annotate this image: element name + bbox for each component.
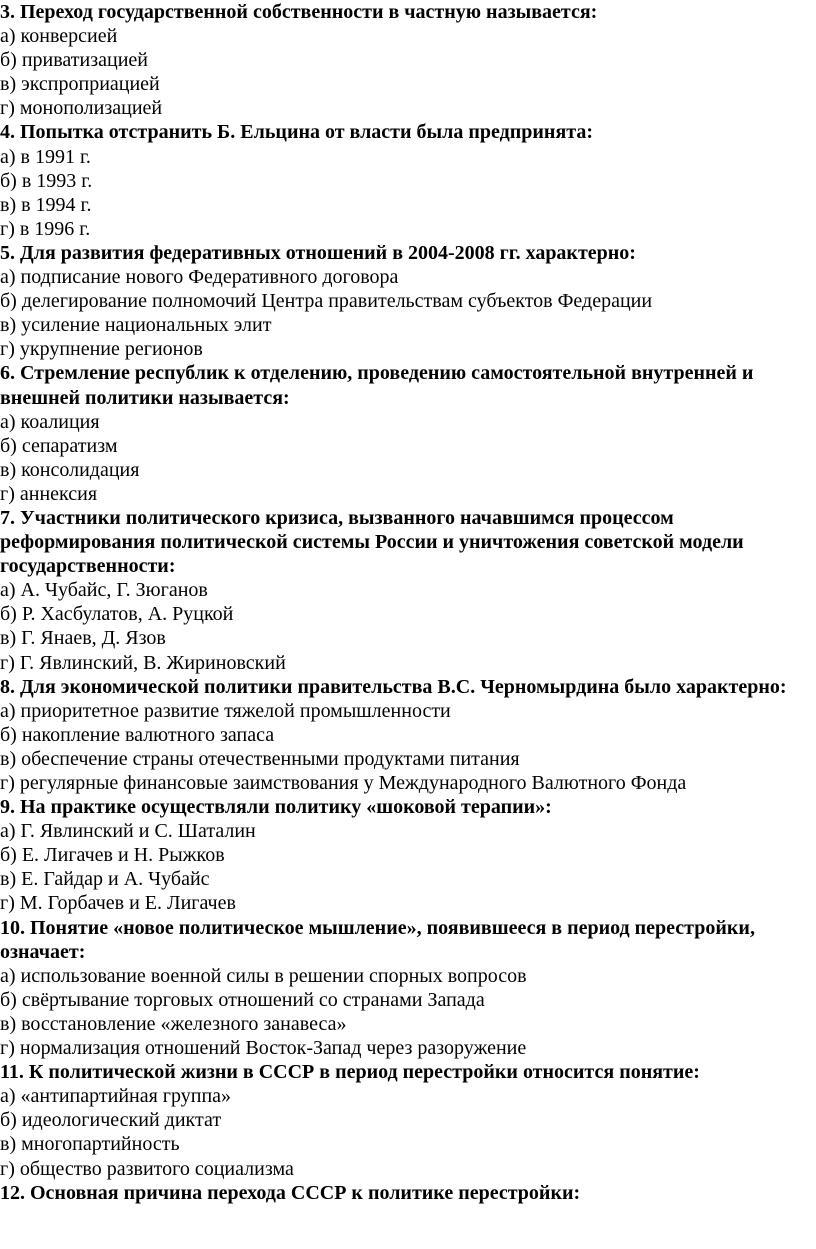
answer-option: г) в 1996 г.	[0, 217, 91, 240]
answer-option: б) сепаратизм	[0, 434, 118, 457]
question-text: 7. Участники политического кризиса, вызванного начавшимся процессом реформирования политической системы России и уничтожения советской модели государственности:	[0, 506, 744, 578]
answer-option: а) в 1991 г.	[0, 145, 91, 168]
answer-option: в) многопартийность	[0, 1133, 180, 1156]
question-8	[0, 675, 812, 795]
question-text: 5. Для развития федеративных отношений в 2004-2008 гг. характерно:	[0, 241, 636, 264]
answer-option: б) приватизацией	[0, 49, 148, 72]
answer-option: г) Г. Явлинский, В. Жириновский	[0, 651, 286, 674]
answer-option: г) нормализация отношений Восток-Запад через разоружение	[0, 1037, 527, 1060]
answer-option: б) накопление валютного запаса	[0, 723, 275, 746]
answer-option: в) восстановление «железного занавеса»	[0, 1012, 347, 1035]
question-6	[0, 361, 812, 506]
answer-option: г) монополизацией	[0, 97, 163, 120]
answer-option: а) подписание нового Федеративного договора	[0, 266, 399, 289]
question-12	[0, 1181, 812, 1205]
question-text: 4. Попытка отстранить Б. Ельцина от власти была предпринята:	[0, 121, 593, 144]
answer-option: б) идеологический диктат	[0, 1109, 222, 1132]
answer-option: а) использование военной силы в решении спорных вопросов	[0, 964, 527, 987]
answer-option: а) приоритетное развитие тяжелой промышленности	[0, 699, 451, 722]
answer-option: в) консолидация	[0, 458, 140, 481]
answer-option: б) в 1993 г.	[0, 169, 93, 192]
answer-option: в) Г. Янаев, Д. Язов	[0, 627, 166, 650]
answer-option: а) А. Чубайс, Г. Зюганов	[0, 579, 208, 602]
answer-option: б) Е. Лигачев и Н. Рыжков	[0, 844, 225, 867]
question-text: 6. Стремление республик к отделению, проведению самостоятельной внутренней и внешней политики называется:	[0, 362, 754, 409]
question-text: 11. К политической жизни в СССР в период перестройки относится понятие:	[0, 1061, 700, 1084]
answer-option: в) усиление национальных элит	[0, 314, 272, 337]
question-text: 8. Для экономической политики правительства В.С. Черномырдина было характерно:	[0, 675, 787, 698]
answer-option: в) Е. Гайдар и А. Чубайс	[0, 868, 210, 891]
answer-option: г) М. Горбачев и Е. Лигачев	[0, 892, 236, 915]
question-5	[0, 241, 812, 361]
question-text: 10. Понятие «новое политическое мышление», появившееся в период перестройки, означает:	[0, 916, 755, 963]
answer-option: б) Р. Хасбулатов, А. Руцкой	[0, 603, 234, 626]
answer-option: а) Г. Явлинский и С. Шаталин	[0, 820, 256, 843]
answer-option: г) аннексия	[0, 482, 98, 505]
answer-option: в) в 1994 г.	[0, 193, 92, 216]
answer-option: а) «антипартийная группа»	[0, 1085, 232, 1108]
answer-option: г) регулярные финансовые заимствования у Международного Валютного Фонда	[0, 772, 687, 794]
question-text: 12. Основная причина перехода СССР к политике перестройки:	[0, 1181, 581, 1204]
question-7	[0, 506, 812, 675]
answer-option: в) экспроприацией	[0, 73, 160, 96]
answer-option: в) обеспечение страны отечественными продуктами питания	[0, 747, 520, 770]
question-4	[0, 120, 812, 240]
answer-option: г) общество развитого социализма	[0, 1157, 294, 1180]
question-text: 3. Переход государственной собственности в частную называется:	[0, 1, 598, 23]
answer-option: б) свёртывание торговых отношений со странами Запада	[0, 988, 485, 1011]
question-3	[0, 0, 812, 120]
answer-option: а) коалиция	[0, 410, 100, 433]
answer-option: г) укрупнение регионов	[0, 338, 203, 361]
question-9	[0, 795, 812, 915]
question-10	[0, 916, 812, 1061]
answer-option: б) делегирование полномочий Центра правительствам субъектов Федерации	[0, 290, 653, 313]
answer-option: а) конверсией	[0, 25, 118, 48]
question-11	[0, 1060, 812, 1180]
question-text: 9. На практике осуществляли политику «шоковой терапии»:	[0, 796, 552, 819]
